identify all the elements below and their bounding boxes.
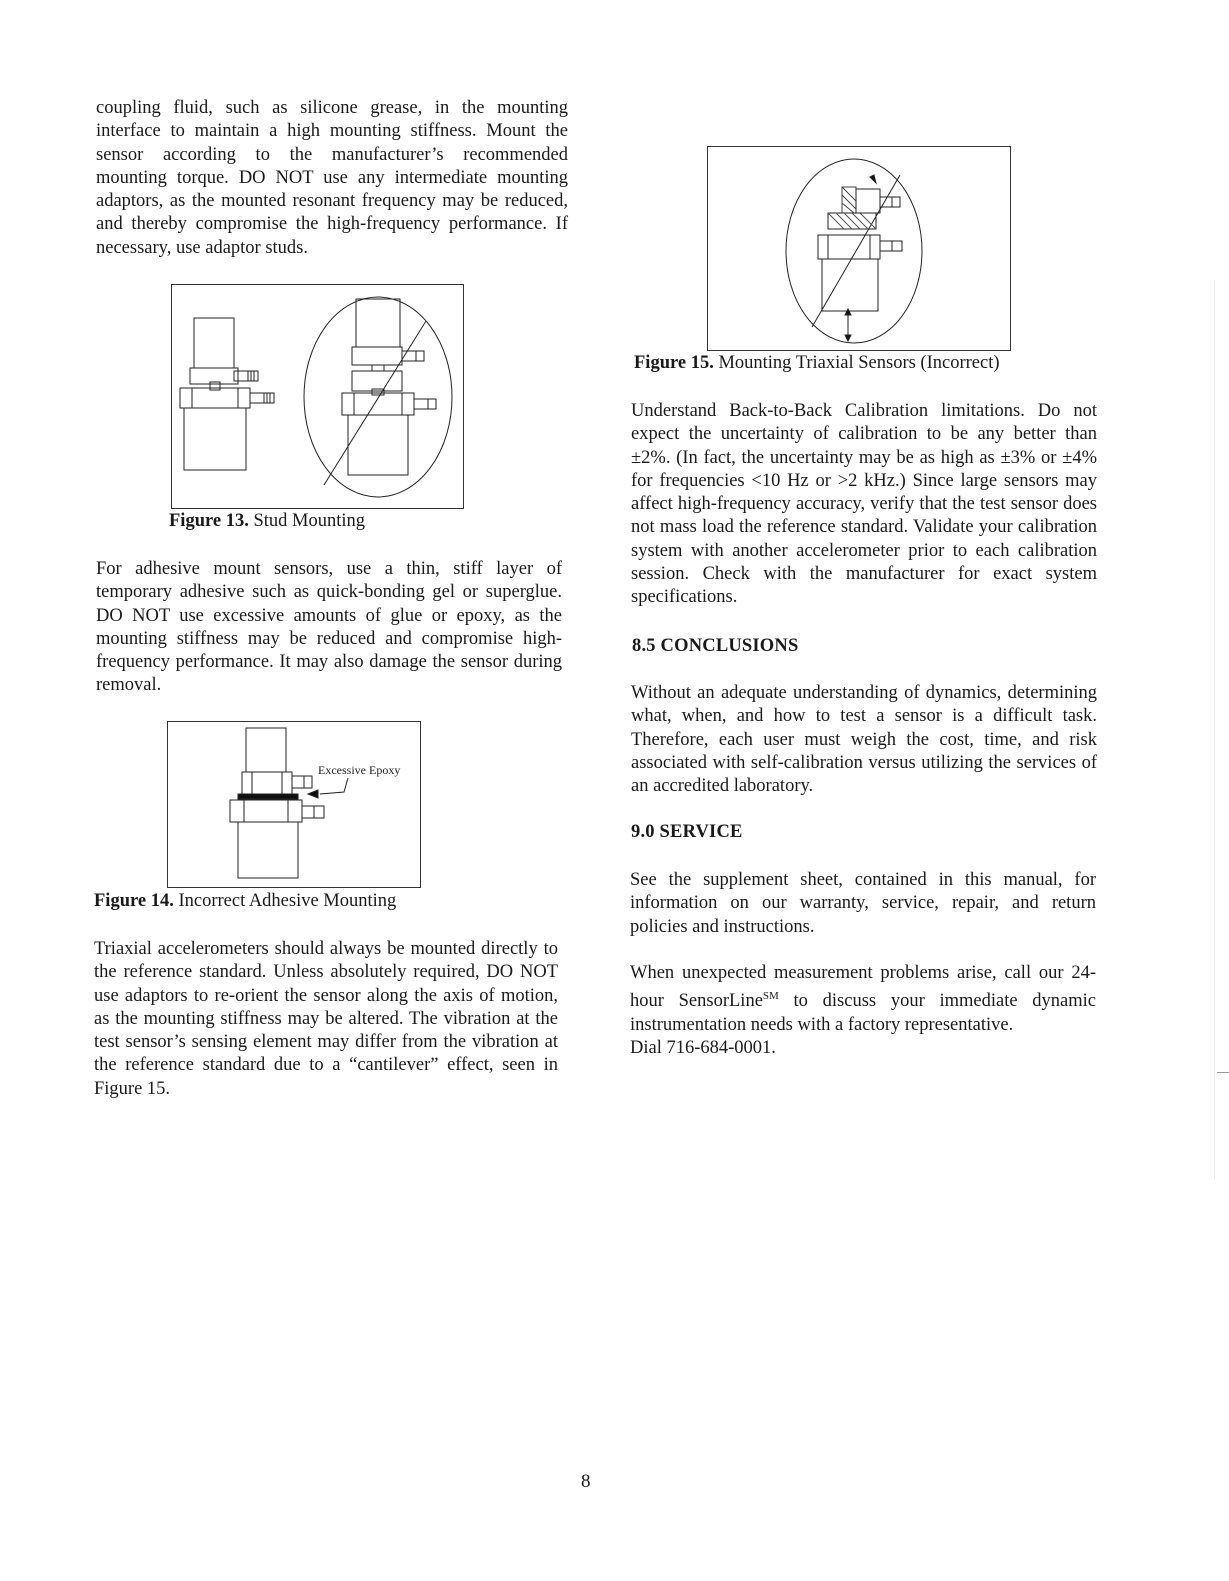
paragraph-text: Without an adequate understanding of dynamics, determining what, when, and how to test a sensor is a difficult task. Therefore, each user must weigh the cost, time, and risk associated with self-calibration versus utilizing the services of an accredited laboratory. (631, 683, 1097, 797)
left-paragraph-3 (94, 938, 558, 1101)
figure-13-caption (169, 511, 365, 532)
stud-mounting-diagram (172, 285, 463, 508)
heading-service: 9.0 SERVICE (631, 822, 743, 842)
caption-title: Mounting Triaxial Sensors (Incorrect) (718, 353, 1000, 373)
paragraph-text: See the supplement sheet, contained in this manual, for information on our warranty, service, repair, and return policies and instructions. (630, 870, 1096, 937)
adhesive-mounting-diagram (168, 722, 420, 887)
figure-14-incorrect-adhesive (167, 721, 421, 888)
caption-title: Stud Mounting (253, 511, 365, 531)
caption-label: Figure 13. (169, 511, 249, 531)
triaxial-mounting-diagram (708, 147, 1010, 350)
right-paragraph-1 (631, 400, 1097, 610)
left-paragraph-2 (96, 558, 562, 698)
caption-label: Figure 14. (94, 891, 174, 911)
right-paragraph-2 (631, 682, 1097, 798)
scan-edge-line (1214, 280, 1215, 1180)
right-paragraph-4 (630, 962, 1096, 1060)
service-text-a: When unexpected measurement problems arise, call our 24-hour SensorLine (630, 963, 1096, 1012)
figure-14-caption (94, 891, 396, 912)
caption-title: Incorrect Adhesive Mounting (178, 891, 397, 911)
page-number: 8 (581, 1471, 591, 1492)
paragraph-text: For adhesive mount sensors, use a thin, stiff layer of temporary adhesive such as quick-bonding gel or superglue. DO NOT use excessive amounts of glue or epoxy, as the mounting stiffness may be reduced and compromise high-frequency performance. It may also damage the sensor during removal. (96, 559, 562, 696)
service-text-b: to discuss your immediate dynamic instrumentation needs with a factory representative. (630, 991, 1096, 1035)
dial-number: Dial 716-684-0001. (630, 1038, 776, 1059)
paragraph-text: Understand Back-to-Back Calibration limitations. Do not expect the uncertainty of calibration to be any better than ±2%. (In fact, the uncertainty may be as high as ±3% or ±4% for frequencies <10 Hz or >2 kHz.) Since large sensors may affect high-frequency accuracy, verify that the test sensor does not mass load the reference standard. Validate your calibration system with another accelerometer prior to each calibration session. Check with the manufacturer for exact system specifications. (631, 401, 1097, 608)
figure-15-triaxial-incorrect (707, 146, 1011, 351)
paragraph-text (630, 962, 1096, 1037)
caption-label: Figure 15. (634, 353, 714, 373)
service-mark: SM (762, 990, 779, 1003)
paragraph-text: coupling fluid, such as silicone grease, in the mounting interface to maintain a high mounting stiffness. Mount the sensor according to the manufacturer’s recommended mounting torque. DO NOT use any intermediate mounting adaptors, as the mounted resonant frequency may be reduced, and thereby compromise the high-frequency performance. If necessary, use adaptor studs. (96, 98, 568, 258)
left-paragraph-1 (96, 97, 568, 260)
scan-mark (1217, 1072, 1229, 1073)
heading-conclusions: 8.5 CONCLUSIONS (632, 636, 799, 656)
figure-15-caption (634, 353, 1000, 374)
right-paragraph-3 (630, 869, 1096, 939)
figure-13-stud-mounting (171, 284, 464, 509)
paragraph-text: Triaxial accelerometers should always be mounted directly to the reference standard. Unless absolutely required, DO NOT use adaptors to re-orient the sensor along the axis of motion, as the mounting stiffness may be altered. The vibration at the test sensor’s sensing element may differ from the vibration at the reference standard due to a “cantilever” effect, seen in Figure 15. (94, 939, 558, 1099)
excessive-epoxy-label: Excessive Epoxy (318, 763, 401, 777)
